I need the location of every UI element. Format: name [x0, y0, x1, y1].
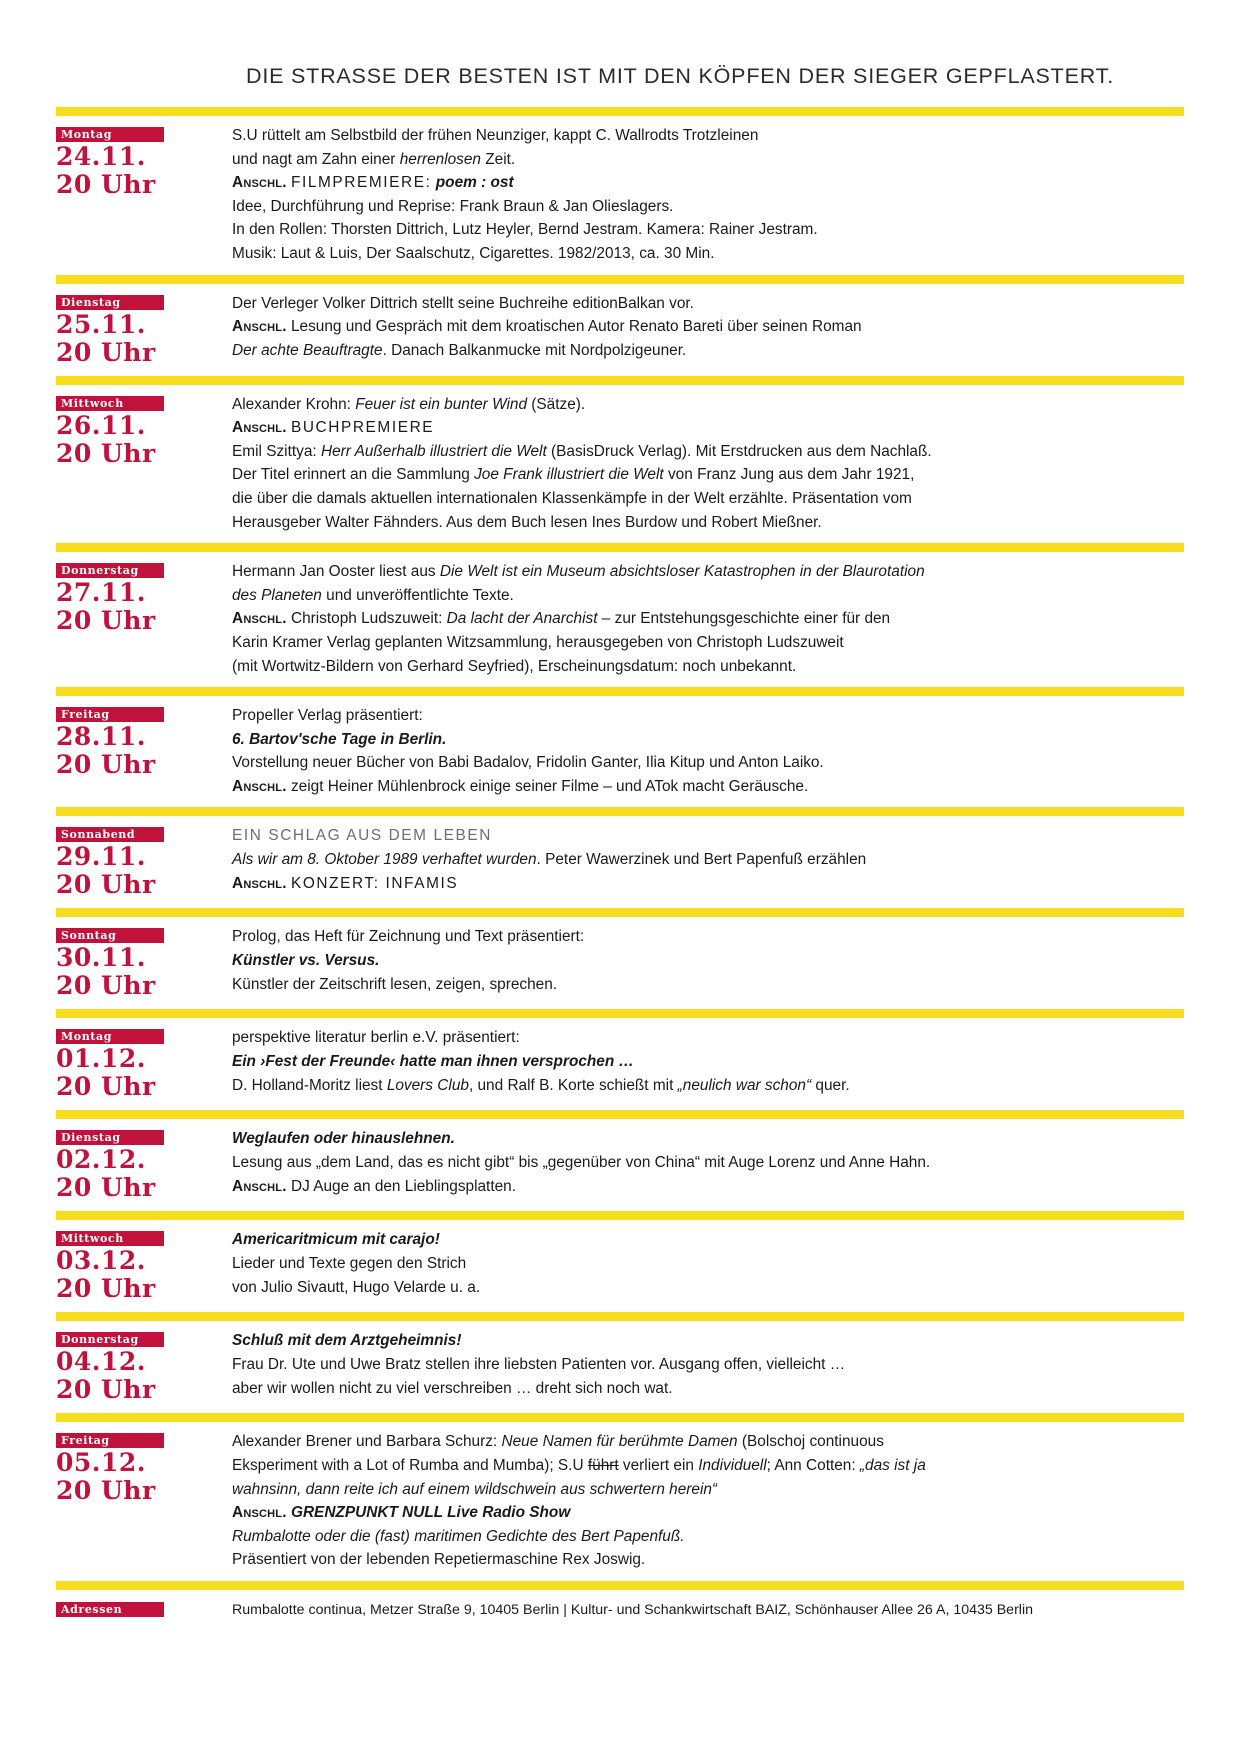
event-datecol [56, 559, 232, 635]
event-datecol [56, 823, 232, 899]
day-tag: Montag [56, 127, 164, 142]
event-line: Americaritmicum mit carajo! [232, 1231, 440, 1249]
event-line: Der achte Beauftragte. Danach Balkanmucke mit Nordpolzigeuner. [232, 341, 687, 359]
event-line: Anschl. BUCHPREMIERE [232, 419, 435, 437]
event-time: 20 Uhr [56, 606, 156, 636]
event-line: Lieder und Texte gegen den Strich [232, 1255, 467, 1273]
event-line: D. Holland-Moritz liest Lovers Club, und Ralf B. Korte schießt mit „neulich war schon“ quer. [232, 1076, 850, 1094]
event-date: 01.12. [56, 1044, 146, 1074]
divider-bar [56, 543, 1184, 552]
event-line: Alexander Brener und Barbara Schurz: Neue Namen für berühmte Damen (Bolschoj continuous [232, 1433, 884, 1451]
event-line: Anschl. KONZERT: INFAMIS [232, 874, 459, 892]
event-line: Als wir am 8. Oktober 1989 verhaftet wurden. Peter Wawerzinek und Bert Papenfuß erzählen [232, 851, 867, 869]
event-time: 20 Uhr [56, 170, 156, 199]
event-time: 20 Uhr [56, 337, 156, 367]
event-description [232, 924, 1184, 996]
event-line: Hermann Jan Ooster liest aus Die Welt ist ein Museum absichtsloser Katastrophen in der Blaurotation [232, 563, 925, 581]
event-line: Emil Szittya: Herr Außerhalb illustriert die Welt (BasisDruck Verlag). Mit Erstdrucken aus dem Nachlaß. [232, 442, 932, 460]
event-description [232, 703, 1184, 798]
divider-bar [56, 1110, 1184, 1119]
event-entry [56, 552, 1184, 687]
event-description [232, 123, 1184, 266]
event-line: Vorstellung neuer Bücher von Babi Badalov, Fridolin Ganter, Ilia Kitup und Anton Laiko. [232, 754, 824, 772]
event-datecol [56, 1126, 232, 1202]
event-time: 20 Uhr [56, 438, 156, 468]
event-datecol [56, 1328, 232, 1404]
divider-bar [56, 687, 1184, 696]
divider-bar [56, 1312, 1184, 1321]
divider-bar [56, 1009, 1184, 1018]
event-line: Weglaufen oder hinauslehnen. [232, 1130, 455, 1148]
day-tag: Donnerstag [56, 563, 164, 578]
event-line: Künstler vs. Versus. [232, 952, 380, 970]
event-line: 6. Bartov'sche Tage in Berlin. [232, 730, 447, 748]
event-line: EIN SCHLAG AUS DEM LEBEN [232, 827, 492, 845]
event-description [232, 1429, 1184, 1572]
event-description [232, 1227, 1184, 1299]
event-line: S.U rüttelt am Selbstbild der frühen Neunziger, kappt C. Wallrodts Trotzleinen [232, 127, 759, 144]
event-line: Ein ›Fest der Freunde‹ hatte man ihnen versprochen … [232, 1053, 634, 1071]
event-line: und nagt am Zahn einer herrenlosen Zeit. [232, 150, 516, 168]
event-datecol [56, 291, 232, 367]
event-datecol [56, 1025, 232, 1101]
event-description [232, 1126, 1184, 1198]
event-description [232, 559, 1184, 678]
event-entry [56, 917, 1184, 1009]
event-time: 20 Uhr [56, 1173, 156, 1203]
event-entry [56, 816, 1184, 908]
divider-bar [56, 908, 1184, 917]
event-datecol [56, 1429, 232, 1505]
event-time: 20 Uhr [56, 1274, 156, 1304]
event-date: 28.11. [56, 722, 146, 752]
event-time: 20 Uhr [56, 1375, 156, 1405]
event-line: wahnsinn, dann reite ich auf einem wildschwein aus schwertern herein“ [232, 1480, 718, 1498]
event-date: 02.12. [56, 1145, 146, 1175]
day-tag: Mittwoch [56, 396, 164, 411]
event-date: 24.11. [56, 142, 146, 171]
divider-bar [56, 275, 1184, 284]
event-datecol [56, 392, 232, 468]
divider-bar [56, 1581, 1184, 1590]
day-tag: Freitag [56, 707, 164, 722]
event-line: Anschl. Lesung und Gespräch mit dem kroatischen Autor Renato Bareti über seinen Roman [232, 318, 862, 336]
event-date: 27.11. [56, 578, 146, 608]
day-tag: Dienstag [56, 295, 164, 310]
event-entry [56, 1018, 1184, 1110]
event-line: Musik: Laut & Luis, Der Saalschutz, Cigarettes. 1982/2013, ca. 30 Min. [232, 244, 715, 262]
divider-bar [56, 107, 1184, 116]
event-line: Rumbalotte oder die (fast) maritimen Gedichte des Bert Papenfuß. [232, 1527, 685, 1545]
event-date: 26.11. [56, 410, 146, 440]
event-date: 29.11. [56, 842, 146, 872]
event-entry [56, 116, 1184, 275]
event-line: aber wir wollen nicht zu viel verschreiben … dreht sich noch wat. [232, 1379, 673, 1397]
day-tag: Dienstag [56, 1130, 164, 1145]
day-tag: Mittwoch [56, 1231, 164, 1246]
event-line: Propeller Verlag präsentiert: [232, 707, 423, 725]
event-description [232, 291, 1184, 363]
divider-bar [56, 1211, 1184, 1220]
event-line: Prolog, das Heft für Zeichnung und Text präsentiert: [232, 928, 585, 946]
event-entry [56, 1422, 1184, 1581]
event-line: Anschl. zeigt Heiner Mühlenbrock einige seiner Filme – und ATok macht Geräusche. [232, 777, 809, 795]
event-entry [56, 385, 1184, 544]
divider-bar [56, 807, 1184, 816]
event-description [232, 1025, 1184, 1097]
day-tag: Donnerstag [56, 1332, 164, 1347]
event-datecol [56, 703, 232, 779]
day-tag: Montag [56, 1029, 164, 1044]
divider-bar [56, 376, 1184, 385]
day-tag: Freitag [56, 1433, 164, 1448]
event-line: Anschl. DJ Auge an den Lieblingsplatten. [232, 1177, 517, 1195]
event-line: Karin Kramer Verlag geplanten Witzsammlung, herausgegeben von Christoph Ludszuweit [232, 633, 844, 651]
event-line: Anschl. Christoph Ludszuweit: Da lacht der Anarchist – zur Entstehungsgeschichte einer für den [232, 610, 891, 628]
event-line: Eksperiment with a Lot of Rumba and Mumba); S.U führt verliert ein Individuell; Ann Cotten: „das ist ja [232, 1457, 926, 1475]
footer-addresses: Rumbalotte continua, Metzer Straße 9, 10405 Berlin | Kultur- und Schankwirtschaft BAIZ, Schönhauser Allee 26 A, 10435 Berlin [232, 1602, 1033, 1619]
event-entry [56, 1119, 1184, 1211]
event-line: von Julio Sivautt, Hugo Velarde u. a. [232, 1278, 481, 1296]
footer [56, 1590, 1184, 1623]
event-line: Herausgeber Walter Fähnders. Aus dem Buch lesen Ines Burdow und Robert Mießner. [232, 513, 822, 531]
event-line: Alexander Krohn: Feuer ist ein bunter Wind (Sätze). [232, 395, 586, 413]
event-line: In den Rollen: Thorsten Dittrich, Lutz Heyler, Bernd Jestram. Kamera: Rainer Jestram. [232, 221, 818, 239]
event-date: 04.12. [56, 1347, 146, 1377]
event-date: 25.11. [56, 309, 146, 339]
event-line: Künstler der Zeitschrift lesen, zeigen, sprechen. [232, 975, 558, 993]
event-datecol [56, 123, 232, 199]
event-entry [56, 284, 1184, 376]
event-datecol [56, 924, 232, 1000]
event-line: Idee, Durchführung und Reprise: Frank Braun & Jan Olieslagers. [232, 197, 674, 215]
event-line: die über die damals aktuellen internationalen Klassenkämpfe in der Welt erzählte. Präsentation vom [232, 489, 912, 507]
event-time: 20 Uhr [56, 870, 156, 900]
addresses-tag: Adressen [56, 1602, 164, 1617]
event-line: Anschl. FILMPREMIERE: poem : ost [232, 174, 514, 192]
event-line: Präsentiert von der lebenden Repetiermaschine Rex Joswig. [232, 1551, 646, 1569]
event-entry [56, 696, 1184, 807]
event-time: 20 Uhr [56, 1476, 156, 1506]
event-line: Anschl. GRENZPUNKT NULL Live Radio Show [232, 1504, 571, 1522]
event-description [232, 823, 1184, 895]
event-line: Lesung aus „dem Land, das es nicht gibt“ bis „gegenüber von China“ mit Auge Lorenz und Anne Hahn. [232, 1154, 931, 1172]
event-time: 20 Uhr [56, 750, 156, 780]
page-title: DIE STRASSE DER BESTEN IST MIT DEN KÖPFEN DER SIEGER GEPFLASTERT. [246, 64, 1114, 88]
event-line: Schluß mit dem Arztgeheimnis! [232, 1332, 462, 1350]
event-line: Der Titel erinnert an die Sammlung Joe Frank illustriert die Welt von Franz Jung aus dem Jahr 1921, [232, 466, 915, 484]
event-line: Der Verleger Volker Dittrich stellt seine Buchreihe editionBalkan vor. [232, 294, 694, 312]
event-date: 30.11. [56, 943, 146, 973]
event-entry [56, 1321, 1184, 1413]
footer-tagcol [56, 1598, 232, 1618]
event-description [232, 1328, 1184, 1400]
event-time: 20 Uhr [56, 971, 156, 1001]
event-entry [56, 1220, 1184, 1312]
event-line: Frau Dr. Ute und Uwe Bratz stellen ihre liebsten Patienten vor. Ausgang offen, vielleicht … [232, 1356, 846, 1374]
event-datecol [56, 1227, 232, 1303]
event-time: 20 Uhr [56, 1072, 156, 1102]
event-date: 05.12. [56, 1448, 146, 1478]
divider-bar [56, 1413, 1184, 1422]
event-line: des Planeten und unveröffentlichte Texte. [232, 586, 514, 604]
event-date: 03.12. [56, 1246, 146, 1276]
event-description [232, 392, 1184, 535]
day-tag: Sonntag [56, 928, 164, 943]
event-line: (mit Wortwitz-Bildern von Gerhard Seyfried), Erscheinungsdatum: noch unbekannt. [232, 657, 797, 675]
day-tag: Sonnabend [56, 827, 164, 842]
event-line: perspektive literatur berlin e.V. präsentiert: [232, 1029, 520, 1047]
